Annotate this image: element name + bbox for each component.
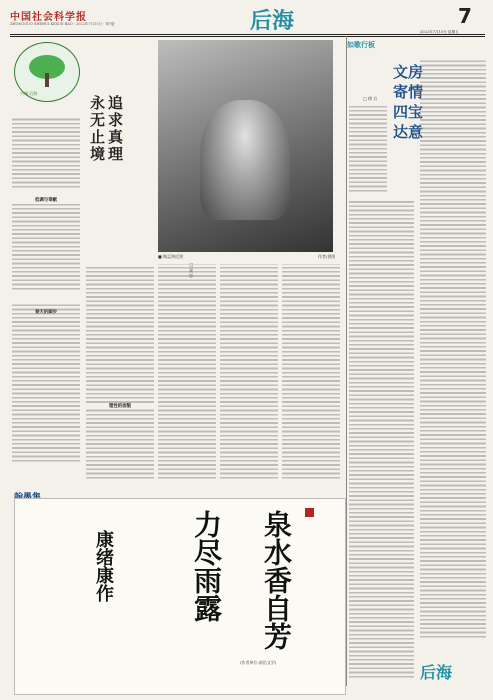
greek-text-col-5	[282, 264, 340, 481]
right-title-2: 寄情	[393, 83, 424, 101]
masthead-name: 中国社会科学报	[10, 12, 87, 23]
calligraphy-signature: 康绪康作	[93, 530, 114, 602]
seal-stamp	[305, 508, 314, 517]
calligraphy-right: 泉水香自芳	[260, 510, 293, 650]
greek-text-col-1	[12, 118, 80, 478]
footer-brand: 后海	[420, 663, 453, 682]
greek-text-col-2	[86, 266, 154, 481]
vertical-divider	[346, 36, 347, 686]
right-title	[393, 62, 423, 142]
right-title-4: 达意	[393, 123, 424, 141]
greek-text-col-3	[158, 264, 216, 481]
greek-text-col-4	[220, 264, 278, 481]
article-end-note: (作者单位:前沿文学)	[240, 660, 277, 665]
right-title-1: 文房	[393, 63, 424, 81]
header-rule	[10, 34, 485, 35]
feature-title	[88, 95, 124, 163]
greek-text-right-intro	[349, 104, 387, 194]
calligraphy-panel	[14, 498, 346, 695]
masthead-subline: ZHONGGUO SHEHUI KEXUE BAO · 2022年7月15日 · 第7版	[10, 22, 115, 26]
right-byline: □ 徐 兵	[363, 96, 378, 101]
right-section-label: 如歌行板	[347, 40, 375, 49]
logo-text: 兴城·后海	[20, 91, 38, 96]
feature-title-line-2: 永无止境	[88, 95, 106, 163]
header-rule-thin	[10, 36, 485, 37]
subhead-2: 春天的脚步	[35, 310, 57, 315]
photo-caption: ■ 陶孟和近照	[158, 254, 184, 259]
page-number: 7	[458, 4, 472, 28]
photo-subject	[200, 100, 290, 220]
right-title-3: 四宝	[393, 103, 424, 121]
greek-text-right-col-1	[349, 200, 414, 680]
section-title: 后海	[250, 8, 295, 34]
greek-text-right-col-2	[420, 60, 486, 640]
photo-credit: 作者/供图	[318, 254, 336, 259]
issue-date: 2022年7月15日 星期五	[420, 30, 459, 34]
calligraphy-left: 力尽雨露	[190, 510, 223, 622]
feature-title-line-1: 追求真理	[106, 95, 124, 163]
subhead-1: 低调与奉献	[35, 198, 57, 203]
feature-byline: □ 梁 思	[189, 262, 194, 278]
subhead-3: 理性的面貌	[86, 403, 154, 409]
